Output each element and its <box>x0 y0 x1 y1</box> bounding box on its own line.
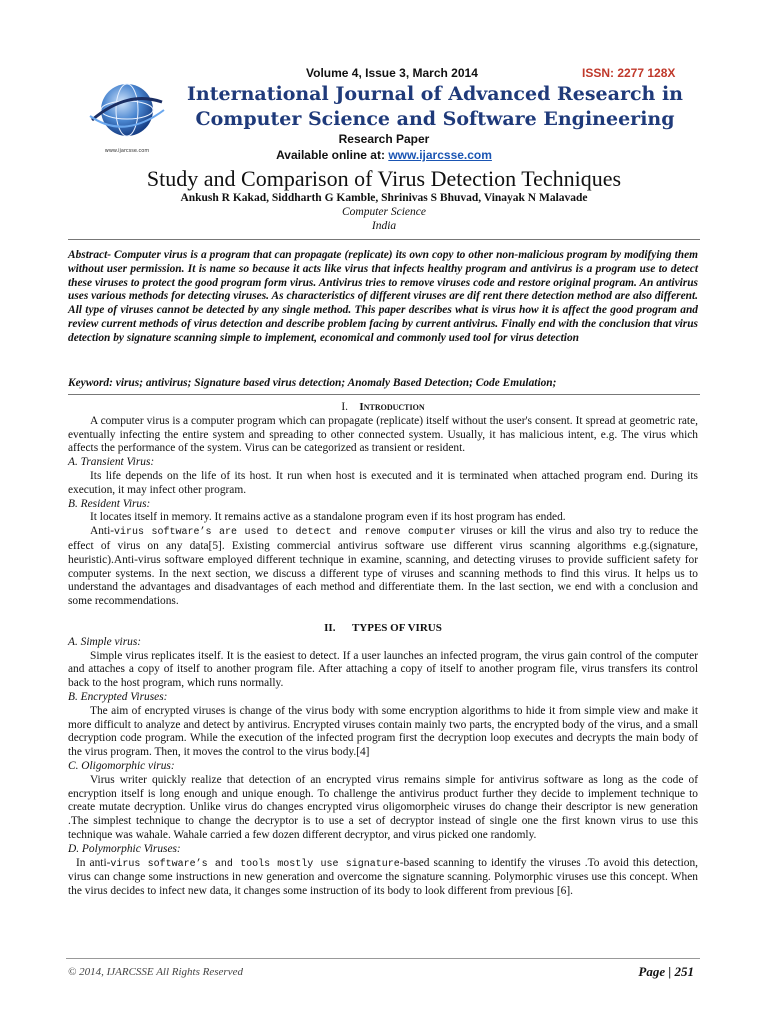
issn: ISSN: 2277 128X <box>582 66 676 80</box>
resident-virus-text: It locates itself in memory. It remains active as a standalone program even if its host program has ended. <box>90 511 566 524</box>
simple-virus-heading: A. Simple virus: <box>68 635 142 648</box>
copyright: © 2014, IJARCSSE All Rights Reserved <box>68 966 243 978</box>
affiliation: Computer Science <box>342 206 426 218</box>
authors: Ankush R Kakad, Siddharth G Kamble, Shrinivas S Bhuvad, Vinayak N Malavade <box>180 192 588 204</box>
abstract: Abstract- Computer virus is a program that can propagate (replicate) its own copy to other non-malicious program by modifying them without user permission. It is name so because it acts like virus that infects healthy program and antivirus is a program use to detect these viruses to protect the good program form virus. Antivirus tries to remove viruses code and restore original program. An antivirus uses various methods for detecting viruses. As characteristics of different viruses are dif rent there detection method are also different. All type of viruses cannot be detected by any single method. This paper describes what is virus how it is affect the good program and review current methods of virus detection and describe problem facing by current antivirus. Finally end with the conclusion that virus detection by signature scanning simple to implement, economical and commonly used tool for virus detection <box>68 249 698 344</box>
journal-logo <box>88 80 166 154</box>
available-label: Available online at: <box>276 148 389 162</box>
divider-top <box>68 239 700 240</box>
encrypted-virus-text: The aim of encrypted viruses is change of the virus body with some encryption algorithms to hide it from simple view and make it more difficult to analyze and detect by antivirus. Encrypted viruses contain mainly two parts, the encrypted body of the virus, and a small decryption code program. While the execution of the infected program first the decryption loop executes and decrypts the main body of the virus program. Then, it moves the control to the virus body.[4] <box>68 704 698 759</box>
logo-caption: www.ijarcsse.com <box>104 148 150 154</box>
section2-heading: II. TYPES OF VIRUS <box>324 621 442 634</box>
simple-virus-text: Simple virus replicates itself. It is the easiest to detect. If a user launches an infected program, the virus gain control of the computer and attaches a copy of itself to another program file. After attaching a copy of itself to another program file, virus transfers its control back to the host program, which runs normally. <box>68 649 698 690</box>
transient-virus-heading: A. Transient Virus: <box>68 456 155 469</box>
journal-title-line2: Computer Science and Software Engineering <box>195 108 675 130</box>
oligomorphic-virus-text: Virus writer quickly realize that detection of an encrypted virus remains simple for antivirus software as long as the code of encryption itself is long enough and unique enough. To challenge the antivirus product further they decide to implement technique to create mutate decryption. Unlike virus do changes encrypted virus oligomorpheic viruses do change their descriptor is new generation .The simplest technique to change the decryptor is to use a set of decryptor instead of single one the first known virus to use this technique was wahale. Wahale carried a few dozen different decryptor, and virus picked one randomly. <box>68 773 698 841</box>
section1-heading: I. Introduction <box>341 401 425 413</box>
paper-type: Research Paper <box>338 132 430 146</box>
encrypted-virus-heading: B. Encrypted Viruses: <box>68 690 168 703</box>
volume-info: Volume 4, Issue 3, March 2014 <box>306 66 478 80</box>
divider-bottom <box>68 394 700 395</box>
resident-virus-heading: B. Resident Virus: <box>68 497 151 510</box>
globe-icon <box>88 80 166 142</box>
paper-title: Study and Comparison of Virus Detection Techniques <box>146 166 622 191</box>
available-online <box>220 148 548 162</box>
journal-title-line1: International Journal of Advanced Research in <box>187 83 683 105</box>
page-number: Page | 251 <box>638 964 694 979</box>
country: India <box>371 220 397 232</box>
polymorphic-virus-heading: D. Polymorphic Viruses: <box>68 842 181 855</box>
transient-virus-text: Its life depends on the life of its host. It run when host is executed and it is terminated when attached program end. During its execution, it may infect other program. <box>68 469 698 496</box>
footer-rule <box>66 958 700 959</box>
antivirus-paragraph: Anti-virus software’s are used to detect and remove computer viruses or kill the virus and also try to reduce the effect of virus on any data[5]. Existing commercial antivirus software use different virus scanning algorithms e.g.(signature, heuristic).Anti-virus software employed different technique in examine, scanning, and detecting viruses to provide sufficient safety for computer systems. In the next section, we discuss a different type of viruses and scanning methods to find this virus. It helps us to understand the advantages and disadvantages of each method and differentiate them. In the last section, we end with a conclusion and some recommendations. <box>68 525 698 608</box>
keywords: Keyword: virus; antivirus; Signature based virus detection; Anomaly Based Detection; Code Emulation; <box>68 377 557 389</box>
main-body <box>68 401 698 899</box>
oligomorphic-virus-heading: C. Oligomorphic virus: <box>68 759 175 772</box>
polymorphic-virus-text: In anti-virus software’s and tools mostly use signature-based scanning to identify the viruses .To avoid this detection, virus can change some instructions in new generation and overcome the signature scanning. Polymorphic viruses use this concept. When the virus decides to infect new data, it changes some instruction of its body to look different from previous [6]. <box>68 856 699 898</box>
journal-link[interactable]: www.ijarcsse.com <box>388 148 492 162</box>
intro-paragraph: A computer virus is a computer program which can propagate (replicate) itself without the user's consent. It spread at geometric rate, eventually infecting the entire system and spreading to other connected system. Usually, it has malicious intent, e.g. The virus which affects the performance of the system. Virus can be categorized as transient or resident. <box>68 414 698 455</box>
